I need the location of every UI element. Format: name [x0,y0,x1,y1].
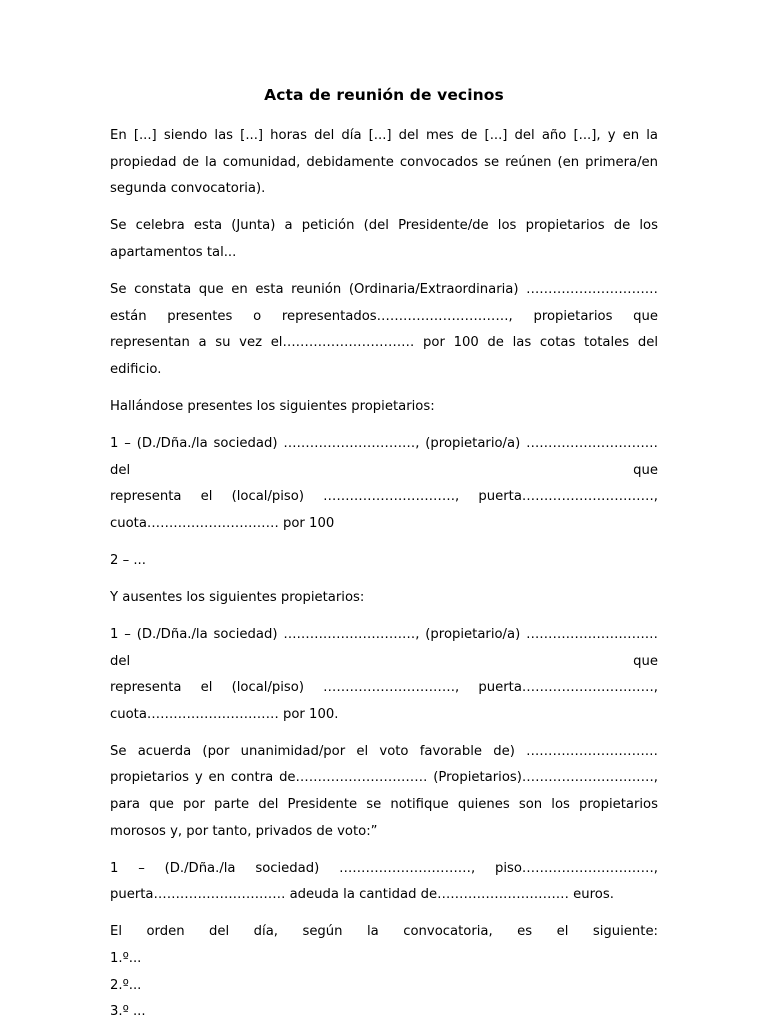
paragraph-present-owner-1 [110,431,658,537]
agenda-item: 3.º ... [110,1004,146,1020]
agenda-heading: El orden del día, según la convocatoria, es el siguiente: [110,924,658,940]
present-owner-1-line-1: 1 – (D./Dña./la sociedad) …………………………, (propietario/a) ………………………… del que [110,435,658,478]
document-title: Acta de reunión de vecinos [264,86,504,104]
present-owner-1-line-2: representa el (local/piso) …………………………, puerta…………………………, [110,489,658,505]
paragraph-convocation: Se celebra esta (Junta) a petición (del Presidente/de los propietarios de los apartamentos tal... [110,218,658,260]
paragraph-present-owner-2: 2 – ... [110,552,146,568]
paragraph-attendance: Se constata que en esta reunión (Ordinaria/Extraordinaria) ………………………… están presentes o representados…………………………, propietarios que representan a su vez el………………………… por 100 de las cotas totales del edificio. [110,281,658,377]
absent-owner-1-line-3: cuota………………………… por 100. [110,706,339,722]
present-owner-1-line-3: cuota………………………… por 100 [110,515,335,531]
paragraph-present-heading: Hallándose presentes los siguientes propietarios: [110,398,435,414]
paragraph-opening: En [...] siendo las [...] horas del día [...] del mes de [...] del año [...], y en la propiedad de la comunidad, debidamente convocados se reúnen (en primera/en segunda convocatoria). [110,128,658,197]
agenda-item: 1.º... [110,951,142,967]
paragraph-absent-owner-1 [110,622,658,728]
debtor-owner-1-line-2: puerta………………………… adeuda la cantidad de………………………… euros. [110,887,614,903]
debtor-owner-1-line-1: 1 – (D./Dña./la sociedad) …………………………, piso…………………………, [110,860,658,876]
paragraph-agreement: Se acuerda (por unanimidad/por el voto favorable de) ………………………… propietarios y en contra de………………………… (Propietarios)…………………………, para que por parte del Presidente se notifique quienes son los propietarios morosos y, por tanto, privados de voto:” [110,743,658,839]
paragraph-absent-heading: Y ausentes los siguientes propietarios: [110,589,365,605]
paragraph-agenda [110,919,658,1025]
absent-owner-1-line-2: representa el (local/piso) …………………………, puerta…………………………, [110,680,658,696]
paragraph-debtor-owner-1 [110,856,658,909]
absent-owner-1-line-1: 1 – (D./Dña./la sociedad) …………………………, (propietario/a) ………………………… del que [110,627,658,669]
document-body [110,123,658,1026]
agenda-list [110,946,658,1026]
agenda-item: 2.º... [110,977,142,993]
